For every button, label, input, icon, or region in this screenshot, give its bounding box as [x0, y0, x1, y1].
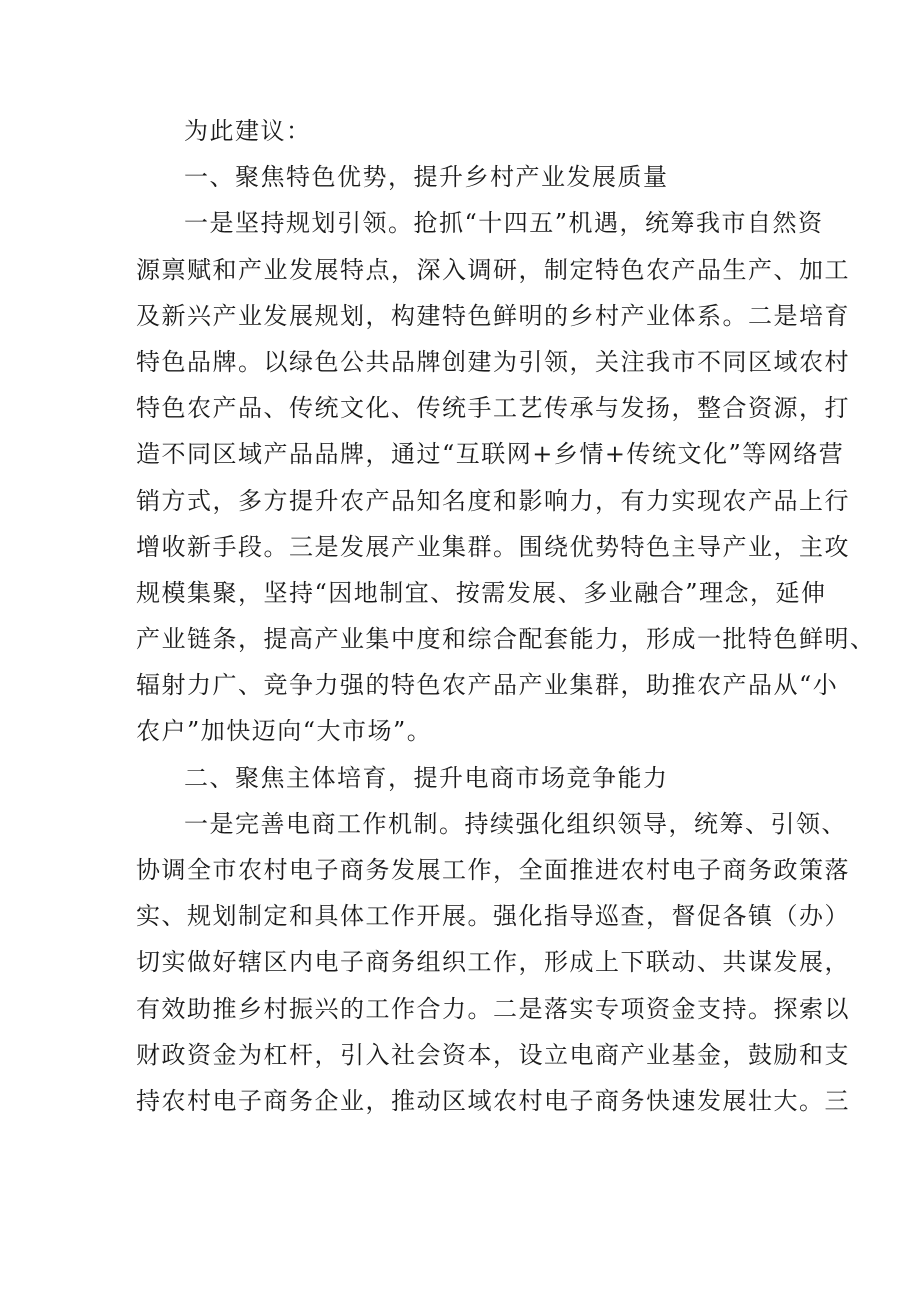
paragraph-line: 及新兴产业发展规划，构建特色鲜明的乡村产业体系。二是培育 [136, 301, 850, 330]
paragraph-line: 有效助推乡村振兴的工作合力。二是落实专项资金支持。探索以 [136, 994, 850, 1023]
paragraph-line: 实、规划制定和具体工作开展。强化指导巡查，督促各镇（办） [136, 902, 850, 931]
paragraph-line: 一是完善电商工作机制。持续强化组织领导，统筹、引领、 [184, 809, 847, 838]
paragraph-line: 特色农产品、传统文化、传统手工艺传承与发扬，整合资源，打 [136, 394, 850, 423]
paragraph-line: 辐射力广、竞争力强的特色农产品产业集群，助推农产品从“小 [136, 671, 839, 700]
paragraph-line: 一是坚持规划引领。抢抓“十四五”机遇，统筹我市自然资 [184, 209, 824, 238]
section-heading-2: 二、聚焦主体培育，提升电商市场竞争能力 [184, 763, 669, 792]
paragraph-line: 农户”加快迈向“大市场”。 [136, 717, 433, 746]
paragraph-line: 造不同区域产品品牌，通过“互联网+乡情+传统文化”等网络营 [136, 440, 845, 469]
paragraph-line: 产业链条，提高产业集中度和综合配套能力，形成一批特色鲜明、 [136, 625, 876, 654]
section-heading-1: 一、聚焦特色优势，提升乡村产业发展质量 [184, 163, 669, 192]
paragraph-line: 规模集聚，坚持“因地制宜、按需发展、多业融合”理念，延伸 [136, 578, 827, 607]
paragraph-line: 销方式，多方提升农产品知名度和影响力，有力实现农产品上行 [136, 486, 850, 515]
intro-line: 为此建议： [184, 117, 312, 145]
paragraph-line: 切实做好辖区内电子商务组织工作，形成上下联动、共谋发展， [136, 948, 850, 977]
paragraph-line: 持农村电子商务企业，推动区域农村电子商务快速发展壮大。三 [136, 1086, 850, 1115]
paragraph-line: 协调全市农村电子商务发展工作，全面推进农村电子商务政策落 [136, 856, 850, 884]
document-body [136, 108, 876, 1124]
paragraph-line: 财政资金为杠杆，引入社会资本，设立电商产业基金，鼓励和支 [136, 1040, 850, 1069]
paragraph-line: 特色品牌。以绿色公共品牌创建为引领，关注我市不同区域农村 [136, 347, 850, 376]
paragraph-line: 源禀赋和产业发展特点，深入调研，制定特色农产品生产、加工 [136, 255, 850, 284]
paragraph-line: 增收新手段。三是发展产业集群。围绕优势特色主导产业，主攻 [136, 532, 850, 561]
